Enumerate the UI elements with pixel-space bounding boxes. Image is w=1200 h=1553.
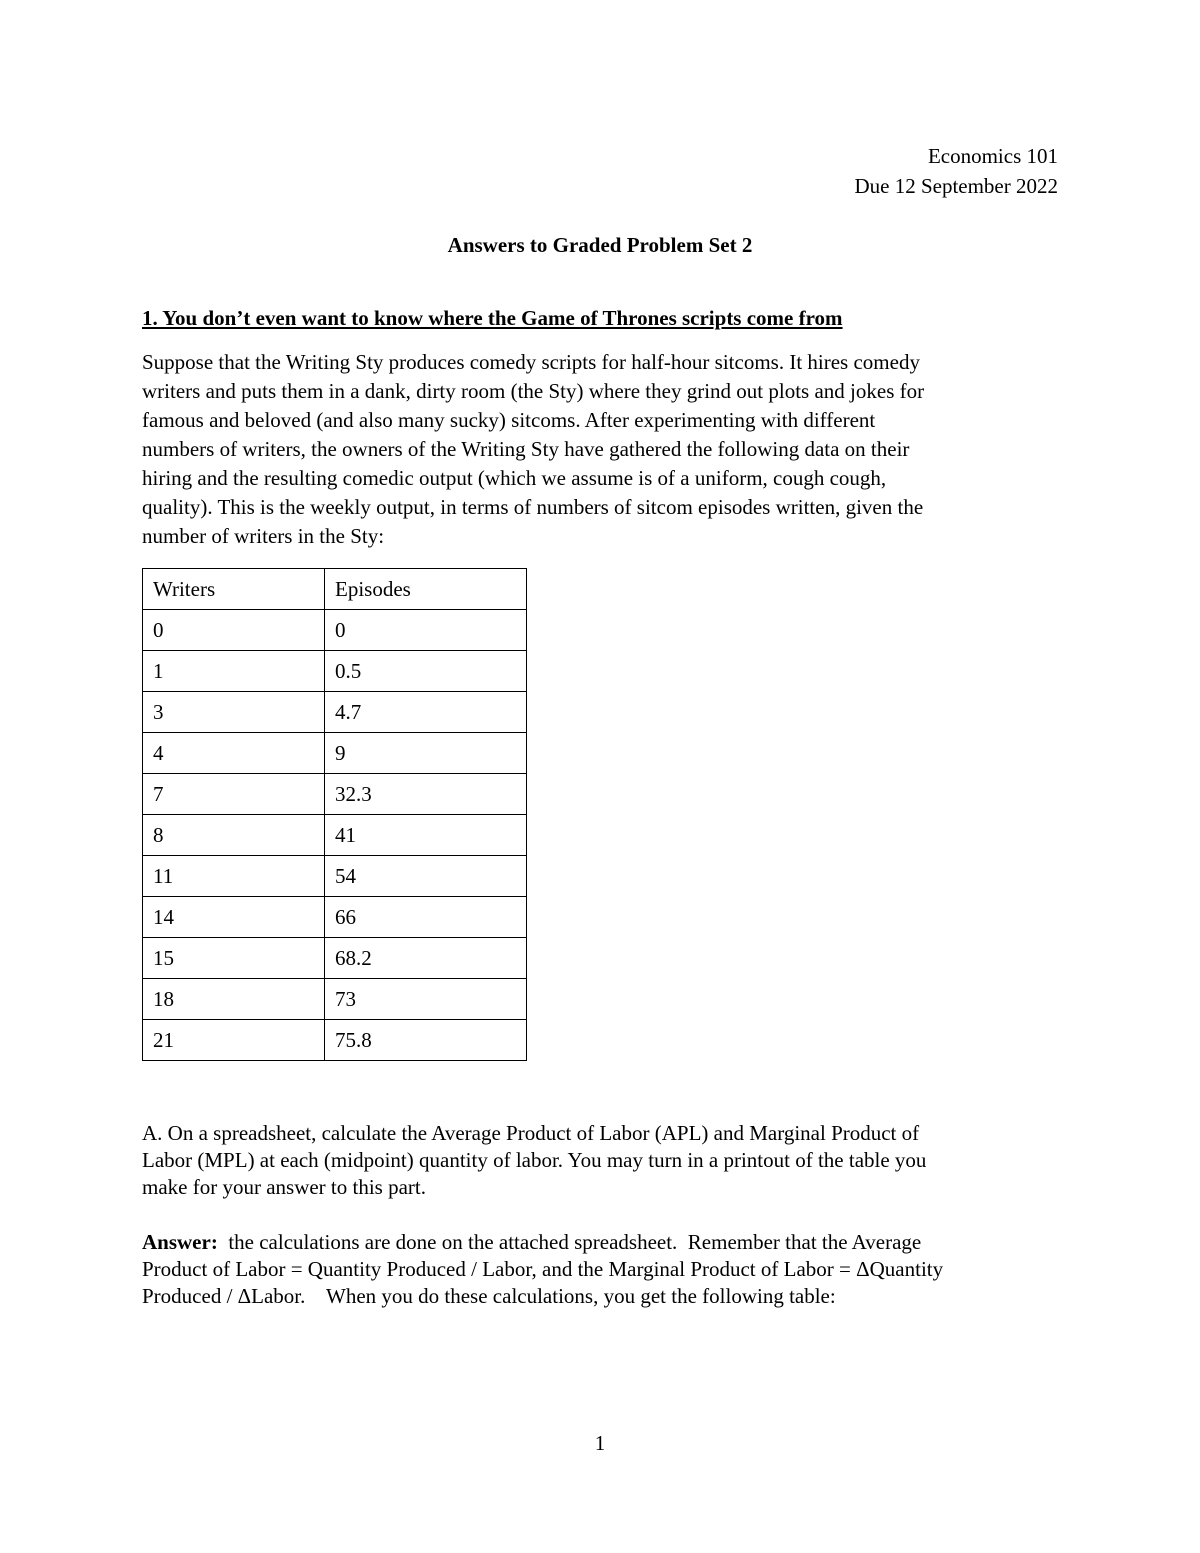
table-row: [143, 856, 527, 897]
writers-cell: 8: [143, 815, 325, 856]
table-row: [143, 897, 527, 938]
intro-line: quality). This is the weekly output, in terms of numbers of sitcom episodes written, given the: [142, 495, 924, 519]
answer-line: [142, 1229, 1042, 1256]
answer-line: Produced / ΔLabor. When you do these calculations, you get the following table:: [142, 1284, 836, 1308]
table-row: [143, 692, 527, 733]
writers-episodes-table: [142, 568, 527, 1061]
episodes-cell: 68.2: [325, 938, 527, 979]
question-1-intro: [142, 348, 1042, 551]
table-row: [143, 979, 527, 1020]
episodes-cell: 66: [325, 897, 527, 938]
episodes-cell: 0.5: [325, 651, 527, 692]
table-header-row: [143, 569, 527, 610]
document-title: Answers to Graded Problem Set 2: [447, 233, 753, 257]
question-1-heading: 1. You don’t even want to know where the Game of Thrones scripts come from: [142, 306, 843, 330]
intro-line: numbers of writers, the owners of the Writing Sty have gathered the following data on their: [142, 437, 910, 461]
table-row: [143, 1020, 527, 1061]
table-row: [143, 733, 527, 774]
intro-line: Suppose that the Writing Sty produces comedy scripts for half-hour sitcoms. It hires comedy: [142, 350, 920, 374]
writers-cell: 7: [143, 774, 325, 815]
answer-line: Product of Labor = Quantity Produced / Labor, and the Marginal Product of Labor = ΔQuantity: [142, 1257, 944, 1281]
episodes-cell: 32.3: [325, 774, 527, 815]
writers-cell: 14: [143, 897, 325, 938]
part-a-answer: [142, 1229, 1042, 1310]
writers-cell: 1: [143, 651, 325, 692]
writers-cell: 0: [143, 610, 325, 651]
course-name: Economics 101: [927, 144, 1058, 168]
episodes-cell: 4.7: [325, 692, 527, 733]
writers-cell: 4: [143, 733, 325, 774]
writers-cell: 15: [143, 938, 325, 979]
episodes-cell: 73: [325, 979, 527, 1020]
intro-line: writers and puts them in a dank, dirty room (the Sty) where they grind out plots and jokes for: [142, 379, 925, 403]
part-a-line: Labor (MPL) at each (midpoint) quantity of labor. You may turn in a printout of the table you: [142, 1148, 927, 1172]
episodes-cell: 9: [325, 733, 527, 774]
table-row: [143, 610, 527, 651]
episodes-cell: 54: [325, 856, 527, 897]
writers-cell: 11: [143, 856, 325, 897]
header-writers: Writers: [143, 569, 325, 610]
answer-text: the calculations are done on the attached spreadsheet. Remember that the Average: [217, 1230, 922, 1254]
table-row: [143, 774, 527, 815]
intro-line: hiring and the resulting comedic output (which we assume is of a uniform, cough cough,: [142, 466, 887, 490]
episodes-cell: 41: [325, 815, 527, 856]
due-date: Due 12 September 2022: [854, 174, 1058, 198]
table-row: [143, 651, 527, 692]
part-a-line: make for your answer to this part.: [142, 1175, 427, 1199]
table-row: [143, 938, 527, 979]
intro-line: famous and beloved (and also many sucky) sitcoms. After experimenting with different: [142, 408, 876, 432]
page-number: 1: [594, 1431, 606, 1455]
part-a-question: [142, 1120, 1042, 1201]
table-row: [143, 815, 527, 856]
intro-line: number of writers in the Sty:: [142, 524, 385, 548]
part-a-line: A. On a spreadsheet, calculate the Average Product of Labor (APL) and Marginal Product of: [142, 1121, 920, 1145]
episodes-cell: 0: [325, 610, 527, 651]
header-episodes: Episodes: [325, 569, 527, 610]
writers-cell: 18: [143, 979, 325, 1020]
answer-label: Answer:: [142, 1230, 218, 1254]
episodes-cell: 75.8: [325, 1020, 527, 1061]
writers-cell: 3: [143, 692, 325, 733]
writers-cell: 21: [143, 1020, 325, 1061]
